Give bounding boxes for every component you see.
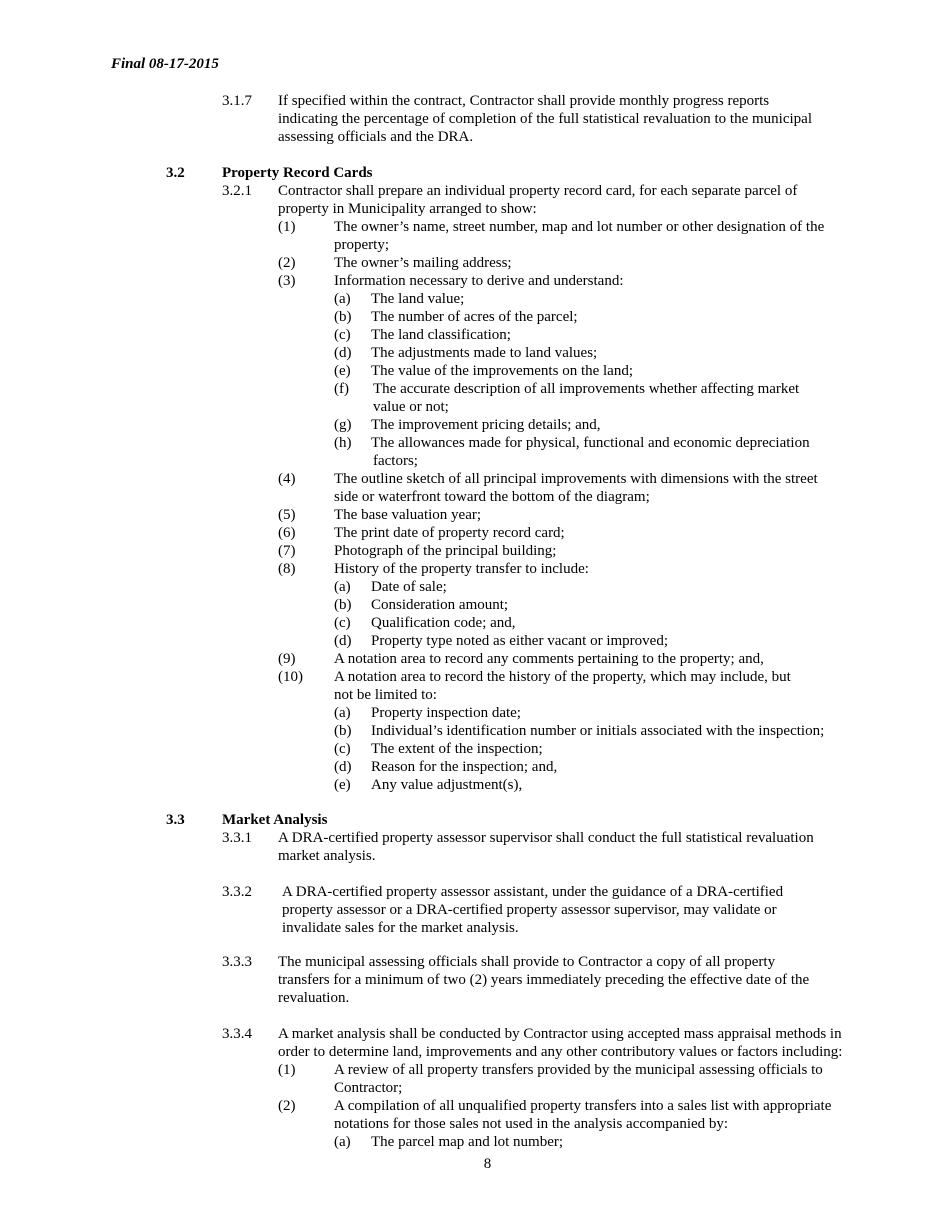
sublist-marker: (d) [334,633,352,649]
sublist-item: The number of acres of the parcel; [371,309,578,325]
paragraph-line: The municipal assessing officials shall provide to Contractor a copy of all property [278,954,776,970]
sublist-item: Property type noted as either vacant or improved; [371,633,668,649]
list-item: Information necessary to derive and understand: [334,273,624,289]
sublist-item: Property inspection date; [371,705,521,721]
page-number: 8 [483,1156,492,1172]
paragraph-line: If specified within the contract, Contractor shall provide monthly progress reports [278,93,770,109]
list-item: A notation area to record any comments pertaining to the property; and, [334,651,764,667]
sublist-marker: (d) [334,759,352,775]
list-item: The owner’s name, street number, map and lot number or other designation of the [334,219,825,235]
sublist-marker: (c) [334,741,351,757]
sublist-marker: (a) [334,579,351,595]
sublist-marker: (b) [334,597,352,613]
list-marker: (8) [278,561,296,577]
sublist-item: The parcel map and lot number; [371,1134,564,1150]
paragraph-line: A DRA-certified property assessor assistant, under the guidance of a DRA-certified [282,884,784,900]
list-marker: (1) [278,219,296,235]
sublist-item: The extent of the inspection; [371,741,543,757]
sublist-item: The land classification; [371,327,511,343]
list-marker: (3) [278,273,296,289]
section-title: Property Record Cards [222,165,373,181]
paragraph-line: revaluation. [278,990,350,1006]
list-item: The print date of property record card; [334,525,565,541]
section-number: 3.3 [166,812,185,828]
list-item: The owner’s mailing address; [334,255,512,271]
sublist-marker: (b) [334,723,352,739]
list-item: Contractor; [334,1080,403,1096]
paragraph-line: property assessor or a DRA-certified property assessor supervisor, may validate or [282,902,777,918]
paragraph-line: market analysis. [278,848,376,864]
subsection-number: 3.3.4 [222,1026,252,1042]
sublist-marker: (a) [334,705,351,721]
list-item: side or waterfront toward the bottom of the diagram; [334,489,650,505]
subsection-number: 3.2.1 [222,183,252,199]
list-marker: (9) [278,651,296,667]
sublist-item: The improvement pricing details; and, [371,417,601,433]
list-marker: (5) [278,507,296,523]
paragraph-line: invalidate sales for the market analysis. [282,920,519,936]
paragraph-line: indicating the percentage of completion of the full statistical revaluation to the municipal [278,111,812,127]
section-number: 3.1.7 [222,93,252,109]
section-number: 3.2 [166,165,185,181]
list-marker: (4) [278,471,296,487]
list-item: The base valuation year; [334,507,482,523]
section-title: Market Analysis [222,812,328,828]
sublist-marker: (a) [334,1134,351,1150]
list-marker: (2) [278,255,296,271]
list-item: A review of all property transfers provided by the municipal assessing officials to [334,1062,823,1078]
sublist-item: Date of sale; [371,579,447,595]
sublist-marker: (e) [334,363,351,379]
paragraph-line: order to determine land, improvements and any other contributory values or factors including: [278,1044,843,1060]
list-marker: (7) [278,543,296,559]
sublist-item: Individual’s identification number or initials associated with the inspection; [371,723,825,739]
sublist-item: value or not; [373,399,449,415]
list-marker: (1) [278,1062,296,1078]
paragraph-line: A market analysis shall be conducted by Contractor using accepted mass appraisal methods in [278,1026,842,1042]
sublist-marker: (b) [334,309,352,325]
subsection-number: 3.3.2 [222,884,252,900]
sublist-item: Reason for the inspection; and, [371,759,558,775]
sublist-marker: (g) [334,417,352,433]
sublist-marker: (d) [334,345,352,361]
sublist-item: Qualification code; and, [371,615,516,631]
paragraph-line: A DRA-certified property assessor supervisor shall conduct the full statistical revaluation [278,830,814,846]
sublist-item: The value of the improvements on the land; [371,363,634,379]
sublist-item: The land value; [371,291,465,307]
sublist-marker: (c) [334,615,351,631]
sublist-marker: (h) [334,435,352,451]
list-marker: (6) [278,525,296,541]
list-item: not be limited to: [334,687,437,703]
sublist-marker: (c) [334,327,351,343]
sublist-marker: (f) [334,381,349,397]
list-item: notations for those sales not used in the analysis accompanied by: [334,1116,729,1132]
sublist-item: Any value adjustment(s), [371,777,523,793]
list-marker: (2) [278,1098,296,1114]
list-item: Photograph of the principal building; [334,543,557,559]
subsection-number: 3.3.1 [222,830,252,846]
document-header: Final 08-17-2015 [111,56,219,72]
subsection-number: 3.3.3 [222,954,252,970]
paragraph-line: Contractor shall prepare an individual property record card, for each separate parcel of [278,183,798,199]
paragraph-line: transfers for a minimum of two (2) years immediately preceding the effective date of the [278,972,810,988]
sublist-marker: (a) [334,291,351,307]
sublist-item: factors; [373,453,418,469]
list-marker: (10) [278,669,303,685]
sublist-marker: (e) [334,777,351,793]
list-item: History of the property transfer to include: [334,561,589,577]
sublist-item: The accurate description of all improvements whether affecting market [373,381,800,397]
list-item: A compilation of all unqualified property transfers into a sales list with appropriate [334,1098,832,1114]
paragraph-line: property in Municipality arranged to show: [278,201,537,217]
sublist-item: Consideration amount; [371,597,509,613]
sublist-item: The allowances made for physical, functional and economic depreciation [371,435,810,451]
list-item: property; [334,237,389,253]
sublist-item: The adjustments made to land values; [371,345,598,361]
list-item: A notation area to record the history of the property, which may include, but [334,669,791,685]
paragraph-line: assessing officials and the DRA. [278,129,474,145]
list-item: The outline sketch of all principal improvements with dimensions with the street [334,471,818,487]
